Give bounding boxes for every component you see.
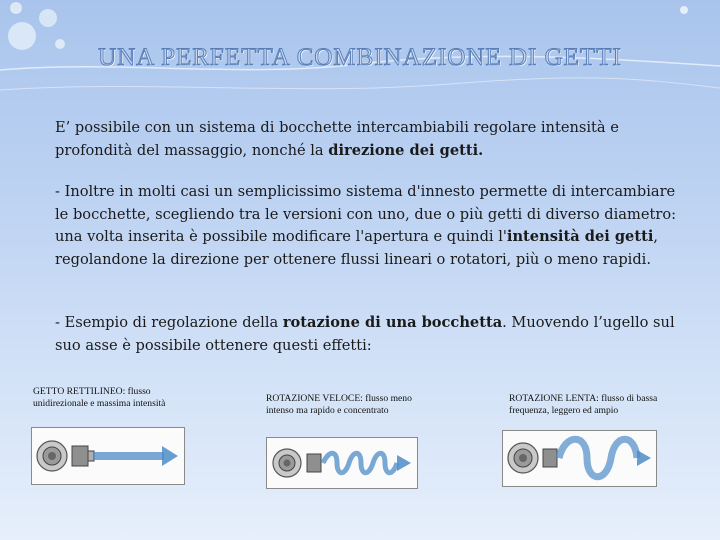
paragraph-bold-text: intensità dei getti <box>506 228 654 245</box>
intro-paragraph <box>55 117 685 162</box>
straight-jet-illustration <box>31 427 185 485</box>
arrow-head-icon <box>162 446 178 466</box>
slow-rotation-illustration <box>502 430 657 487</box>
rotation-example-paragraph <box>55 312 685 357</box>
bubble-decoration <box>39 9 57 27</box>
bubble-decoration <box>10 2 22 14</box>
intro-text: E’ possibile con un sistema di bocchette intercambiabili regolare intensità e profondità del massaggio, nonché la <box>55 119 619 159</box>
straight-jet-caption: GETTO RETTILINEO: flusso unidirezionale e massima intensità <box>33 386 166 409</box>
fast-rotation-caption: ROTAZIONE VELOCE: flusso meno intenso ma rapido e concentrato <box>266 393 412 416</box>
straight-jet-stream <box>94 452 164 460</box>
interchangeable-nozzles-paragraph <box>55 181 685 271</box>
bubble-decoration <box>680 6 688 14</box>
paragraph-text-a: - Esempio di regolazione della <box>55 314 283 331</box>
paragraph-text-b: . Muovendo l’ugello sul suo asse è possibile ottenere questi effetti: <box>55 314 675 354</box>
tight-spiral-stream <box>323 453 397 473</box>
intro-bold-text: direzione dei getti. <box>328 141 484 159</box>
wide-spiral-stream <box>559 439 637 477</box>
paragraph-bold-text: rotazione di una bocchetta <box>282 314 503 331</box>
arrow-head-icon <box>397 455 411 471</box>
wave-line-decoration <box>0 78 720 90</box>
slow-rotation-caption: ROTAZIONE LENTA: flusso di bassa frequenza, leggero ed ampio <box>509 393 658 416</box>
arrow-head-icon <box>637 450 651 466</box>
paragraph-text-b: , regolandone la direzione per ottenere flussi lineari o rotatori, più o meno rapidi. <box>55 228 659 268</box>
slide-title: UNA PERFETTA COMBINAZIONE DI GETTI <box>98 44 622 71</box>
fast-rotation-illustration <box>266 437 418 489</box>
paragraph-text-a: - Inoltre in molti casi un semplicissimo sistema d'innesto permette di intercambiare le bocchette, scegliendo tra le versioni con uno, due o più getti di diverso diametro: una volta inserita è possibile modificare l'apertura e quindi l' <box>55 183 677 245</box>
